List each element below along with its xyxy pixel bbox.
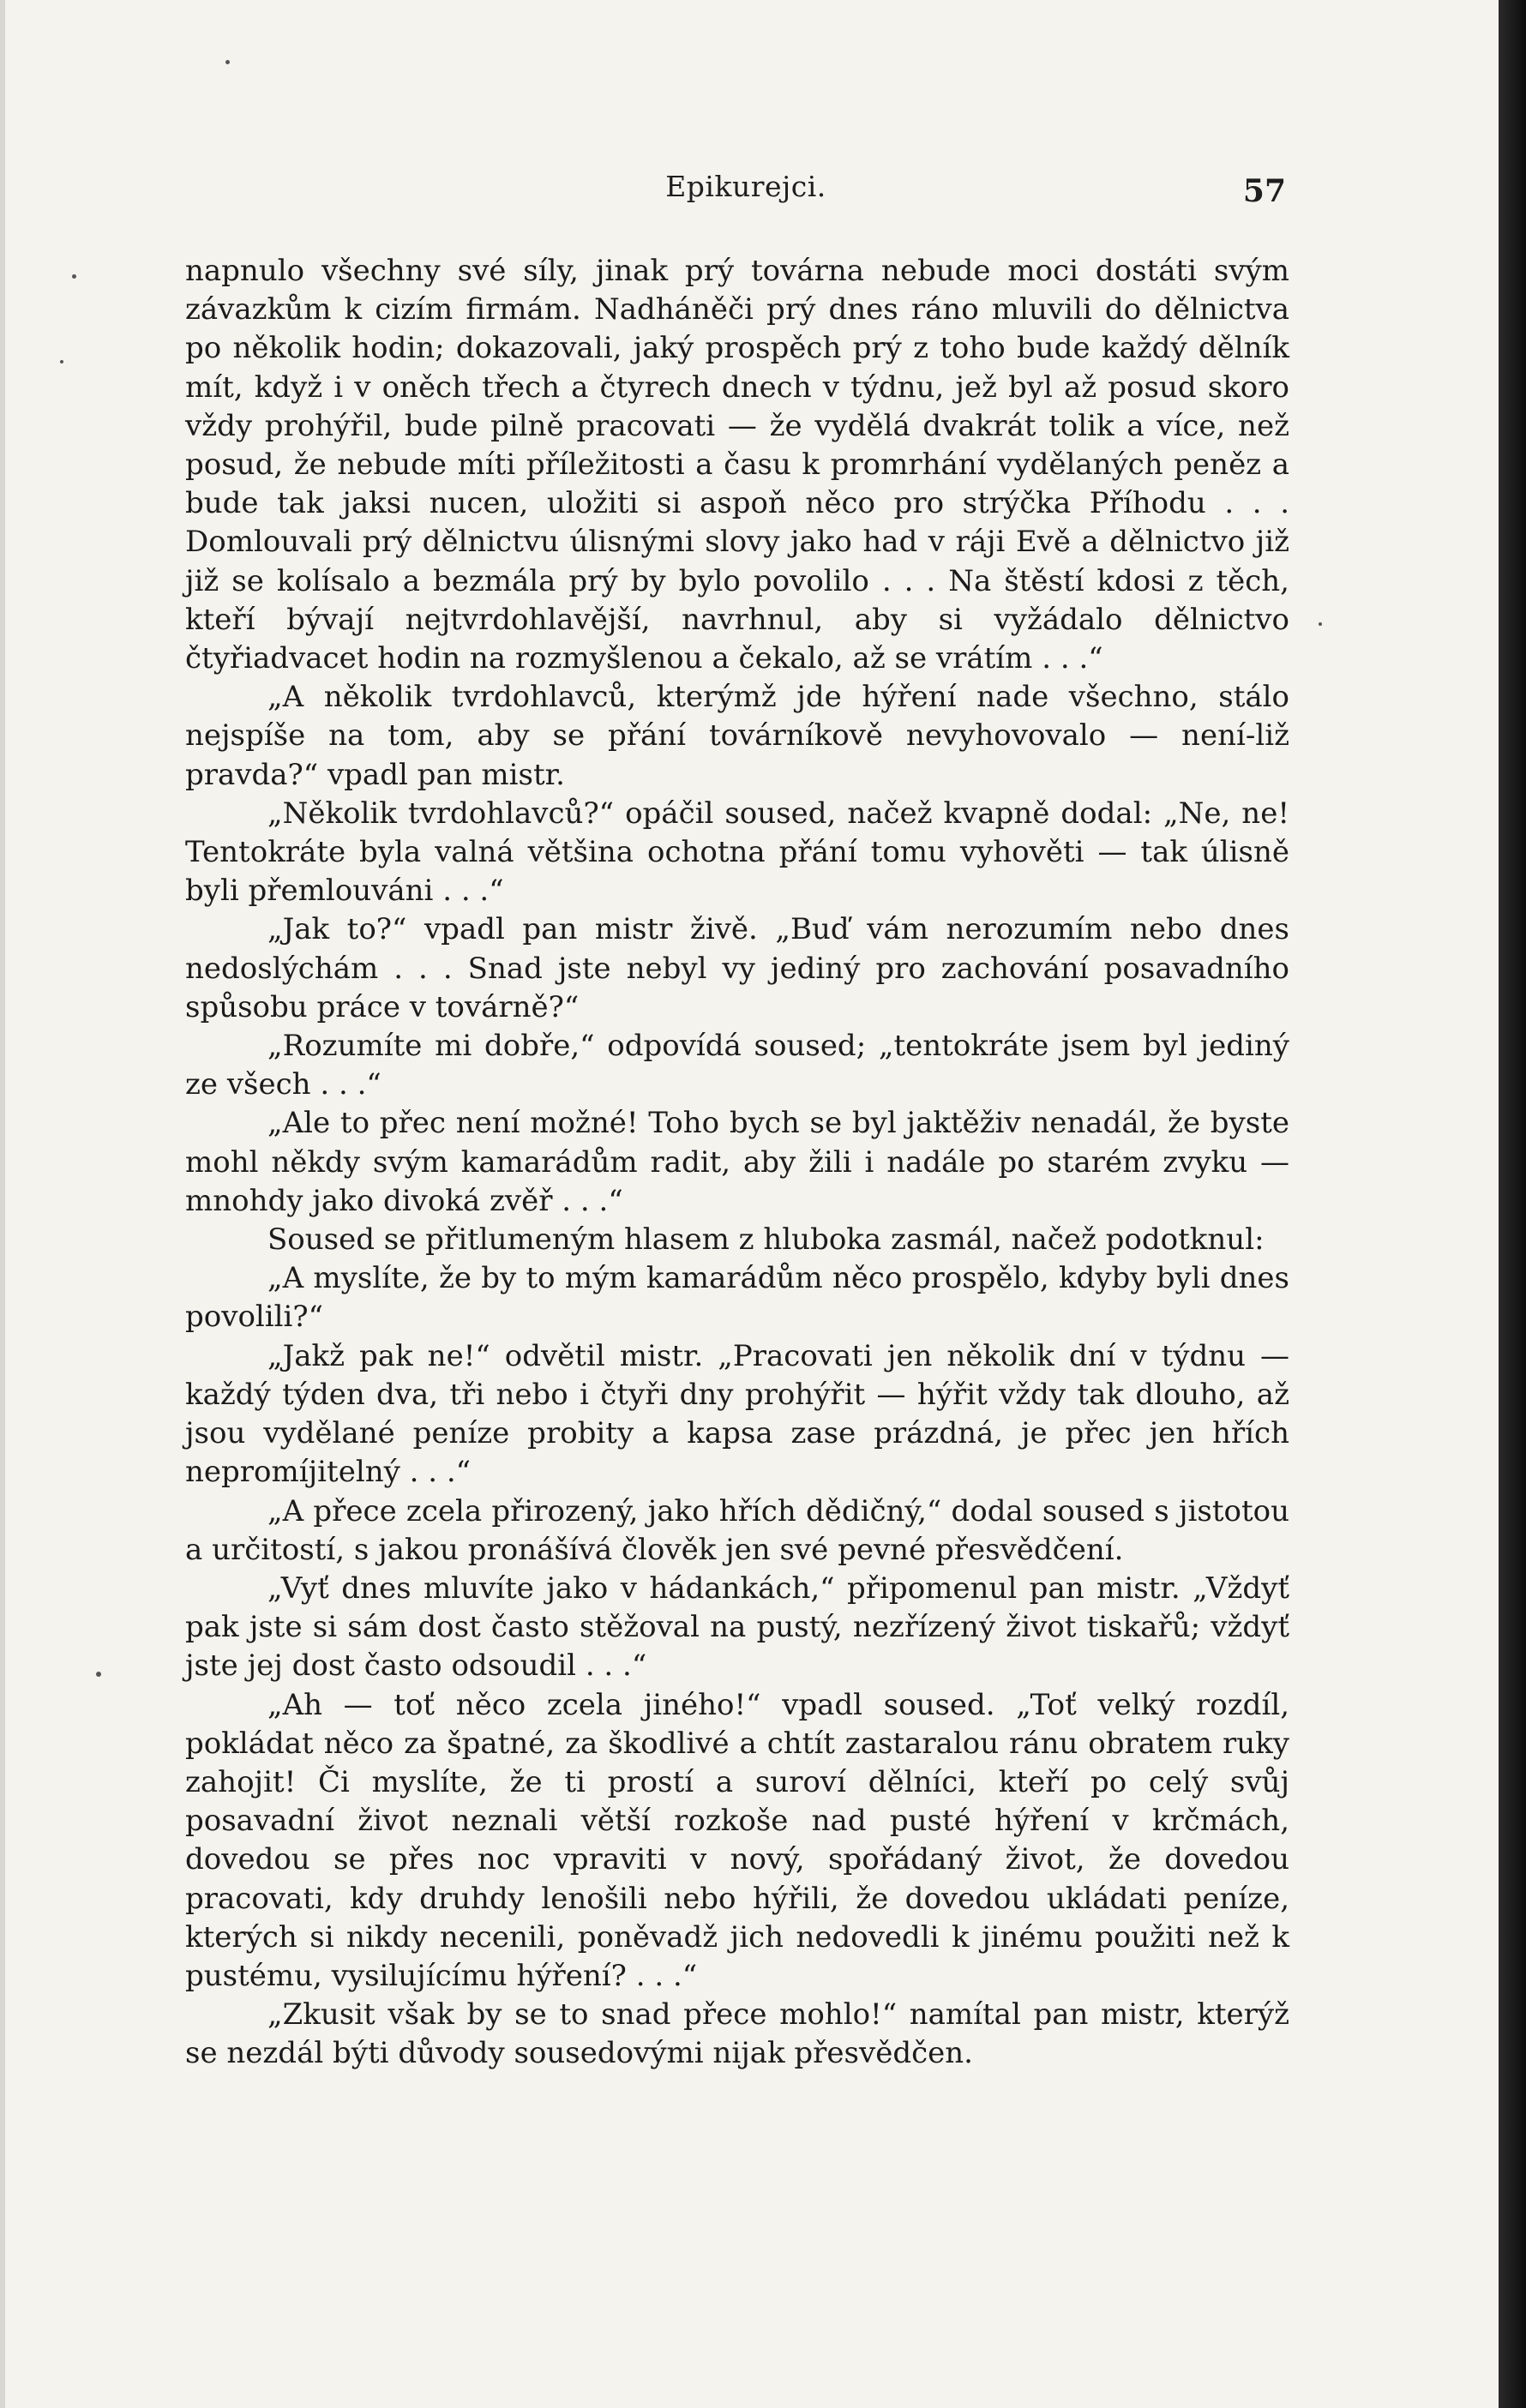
scan-speck — [72, 274, 76, 279]
page-gutter-shadow — [0, 0, 5, 2408]
scan-border — [1499, 0, 1526, 2408]
paragraph: „Jakž pak ne!“ odvětil mistr. „Pracovati jen několik dní v týdnu — každý týden dva, tři nebo i čtyři dny prohýřit — hýřit vždy tak dlouho, až jsou vydělané peníze probity a kapsa zase prázdná, je přec jen hřích nepromíjitelný . . .“ — [185, 1338, 1289, 1490]
paragraph-continued: napnulo všechny své síly, jinak prý továrna nebude moci dostáti svým závazkům k cizím firmám. Nadháněči prý dnes ráno mluvili do dělnictva po několik hodin; dokazovali, jaký prospěch prý z toho bude každý dělník mít, když i v oněch třech a čtyrech dnech v týdnu, jež byl až posud skoro vždy prohýřil, bude pilně pracovati — že vydělá dvakrát tolik a více, než posud, že nebude míti příležitosti a času k promrhání vydělaných peněz a bude tak jaksi nucen, uložiti si aspoň něco pro strýčka Příhodu . . . Domlouvali prý dělnictvu úlisnými slovy jako had v ráji Evě a dělnictvo již již se kolísalo a bezmála prý by bylo povolilo . . . Na štěstí kdosi z těch, kteří bývají nejtvrdohlavější, navrhnul, aby si vyžádalo dělnictvo čtyřiadvacet hodin na rozmyšlenou a čekalo, až se vrátím . . .“ — [185, 254, 1289, 676]
paragraph: „Ah — toť něco zcela jiného!“ vpadl soused. „Toť velký rozdíl, pokládat něco za špatné, za škodlivé a chtít zastaralou ránu obratem ruky zahojit! Či myslíte, že ti prostí a suroví dělníci, kteří po celý svůj posavadní život neznali větší rozkoše nad pusté hýření v krčmách, dovedou se přes noc vpraviti v nový, spořádaný život, že dovedou pracovati, kdy druhdy lenošili nebo hýřili, že dovedou ukládati peníze, kterých si nikdy necenili, poněvadž jich nedovedli k jinému použiti než k pustému, vysilujícímu hýření? . . .“ — [185, 1687, 1289, 1993]
paragraph: „Jak to?“ vpadl pan mistr živě. „Buď vám nerozumím nebo dnes nedoslýchám . . . Snad jste nebyl vy jediný pro zachování posavadního spůsobu práce v továrně?“ — [185, 912, 1289, 1024]
paragraph: „Několik tvrdohlavců?“ opáčil soused, načež kvapně dodal: „Ne, ne! Tentokráte byla valná většina ochotna přání tomu vyhověti — tak úlisně byli přemlouváni . . .“ — [185, 796, 1289, 909]
paragraph: „A přece zcela přirozený, jako hřích dědičný,“ dodal soused s jistotou a určitostí, s jakou pronášívá člověk jen své pevné přesvědčení. — [185, 1493, 1289, 1567]
scan-speck — [225, 60, 230, 64]
running-title: Epikurejci. — [665, 170, 826, 203]
paragraph: „Rozumíte mi dobře,“ odpovídá soused; „tentokráte jsem byl jediný ze všech . . .“ — [185, 1029, 1289, 1102]
page-number: 57 — [1242, 173, 1286, 209]
scan-speck — [96, 1672, 101, 1677]
paragraph: „A několik tvrdohlavců, kterýmž jde hýření nade všechno, stálo nejspíše na tom, aby se přání továrníkově nevyhovovalo — není-liž pravda?“ vpadl pan mistr. — [185, 680, 1289, 792]
paragraph: Soused se přitlumeným hlasem z hluboka zasmál, načež podotknul: — [267, 1222, 1265, 1258]
paragraph: „Vyť dnes mluvíte jako v hádankách,“ připomenul pan mistr. „Vždyť pak jste si sám dost často stěžoval na pustý, nezřízený život tiskařů; vždyť jste jej dost často odsoudil . . .“ — [185, 1570, 1289, 1684]
scan-speck — [60, 360, 63, 363]
body-text — [185, 252, 1289, 2074]
paragraph: „Ale to přec není možné! Toho bych se byl jaktěživ nenadál, že byste mohl někdy svým kamarádům radit, aby žili i nadále po starém zvyku — mnohdy jako divoká zvěř . . .“ — [185, 1106, 1289, 1218]
paragraph: „A myslíte, že by to mým kamarádům něco prospělo, kdyby byli dnes povolili?“ — [185, 1261, 1289, 1335]
paragraph: „Zkusit však by se to snad přece mohlo!“ namítal pan mistr, kterýž se nezdál býti důvody sousedovými nijak přesvědčen. — [185, 1997, 1289, 2071]
page-header — [0, 170, 1499, 221]
scan-speck — [1319, 622, 1322, 626]
